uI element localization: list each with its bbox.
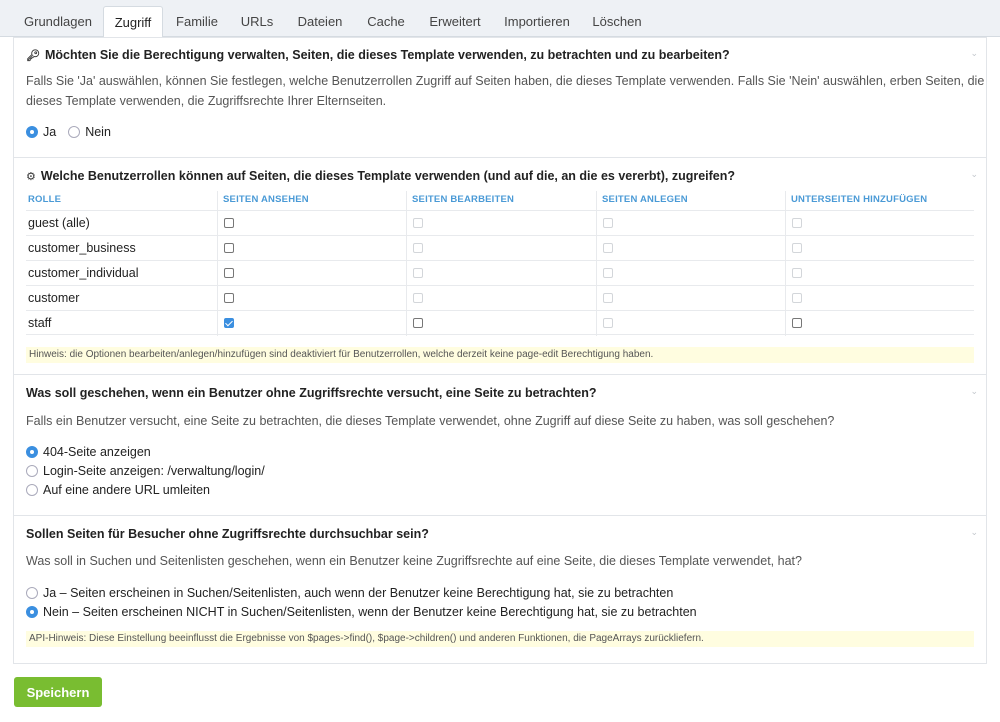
view-checkbox[interactable] <box>224 218 234 228</box>
role-access-hint: Hinweis: die Optionen bearbeiten/anlegen/hinzufügen sind deaktiviert für Benutzerrollen, welche derzeit keine page-edit Berechtigung haben. <box>26 347 974 363</box>
radio-searchable-yes[interactable] <box>26 587 38 599</box>
role-name: guest (alle) <box>28 216 90 230</box>
option-redirect-label[interactable]: Auf eine andere URL umleiten <box>43 483 210 497</box>
option-searchable-yes[interactable] <box>26 586 673 600</box>
manage-access-radio-group <box>26 125 111 139</box>
manage-access-title: Möchten Sie die Berechtigung verwalten, Seiten, die dieses Template verwenden, zu betrachten und zu bearbeiten? <box>44 48 730 62</box>
tab-dateien[interactable]: Dateien <box>297 14 343 29</box>
option-404-label[interactable]: 404-Seite anzeigen <box>43 445 151 459</box>
edit-checkbox <box>413 218 423 228</box>
radio-ja[interactable] <box>26 126 38 138</box>
no-access-behavior-section <box>14 376 986 516</box>
option-redirect[interactable] <box>26 483 210 497</box>
tab-erweitert[interactable]: Erweitert <box>429 14 481 29</box>
add-children-checkbox <box>792 293 802 303</box>
create-checkbox <box>603 318 613 328</box>
col-header-add: UNTERSEITEN HINZUFÜGEN <box>791 194 928 205</box>
searchable-title: Sollen Seiten für Besucher ohne Zugriffsrechte durchsuchbar sein? <box>26 527 429 541</box>
tab-importieren[interactable]: Importieren <box>504 14 570 29</box>
col-header-edit: SEITEN BEARBEITEN <box>412 194 515 205</box>
manage-access-desc-2: dieses Template verwenden, die Zugriffsrechte Ihrer Elternseiten. <box>26 94 387 108</box>
option-searchable-no-label[interactable]: Nein – Seiten erscheinen NICHT in Suchen/Seitenlisten, wenn der Benutzer keine Berechtigung hat, sie zu betrachten <box>43 605 697 619</box>
radio-nein-label[interactable]: Nein <box>85 125 111 139</box>
role-access-title: Welche Benutzerrollen können auf Seiten, die dieses Template verwenden (und auf die, an die es vererbt), zugreifen? <box>40 169 736 183</box>
role-name: customer <box>28 291 80 305</box>
role-access-section <box>14 159 986 375</box>
table-row <box>26 310 974 335</box>
table-row <box>26 210 974 235</box>
add-children-checkbox <box>792 268 802 278</box>
edit-checkbox <box>413 293 423 303</box>
manage-access-desc-1: Falls Sie 'Ja' auswählen, können Sie festlegen, welche Benutzerrollen Zugriff auf Seiten haben, die dieses Template verwenden. Falls Sie 'Nein' auswählen, erben Seiten, die <box>26 74 985 88</box>
radio-404[interactable] <box>26 446 38 458</box>
radio-nein[interactable] <box>68 126 80 138</box>
collapse-chevron-icon[interactable]: ⌄ <box>970 386 978 396</box>
create-checkbox <box>603 268 613 278</box>
searchable-api-hint: API-Hinweis: Diese Einstellung beeinflusst die Ergebnisse von $pages->find(), $page->children() und anderen Funktionen, die PageArrays zurückliefern. <box>26 631 974 647</box>
view-checkbox[interactable] <box>224 268 234 278</box>
create-checkbox <box>603 243 613 253</box>
searchable-desc: Was soll in Suchen und Seitenlisten geschehen, wenn ein Benutzer keine Zugriffsrechte auf eine Seite, die dieses Template verwendet, hat? <box>26 554 802 568</box>
radio-ja-label[interactable]: Ja <box>43 125 57 139</box>
view-checkbox[interactable] <box>224 318 234 328</box>
no-access-desc: Falls ein Benutzer versucht, eine Seite zu betrachten, die dieses Template verwendet, ohne Zugriff auf diese Seite zu haben, was soll geschehen? <box>26 414 835 428</box>
table-row <box>26 235 974 260</box>
option-login-label[interactable]: Login-Seite anzeigen: /verwaltung/login/ <box>43 464 265 478</box>
section-title <box>26 48 730 62</box>
add-children-checkbox <box>792 218 802 228</box>
tab-bar <box>0 0 1000 37</box>
tab-zugriff[interactable]: Zugriff <box>103 6 163 38</box>
edit-checkbox <box>413 268 423 278</box>
radio-redirect[interactable] <box>26 484 38 496</box>
collapse-chevron-icon[interactable]: ⌄ <box>970 169 978 179</box>
edit-checkbox <box>413 243 423 253</box>
option-searchable-yes-label[interactable]: Ja – Seiten erscheinen in Suchen/Seitenlisten, auch wenn der Benutzer keine Berechtigung hat, sie zu betrachten <box>43 586 674 600</box>
searchable-section <box>14 517 986 663</box>
collapse-chevron-icon[interactable]: ⌄ <box>970 527 978 537</box>
view-checkbox[interactable] <box>224 243 234 253</box>
access-panel <box>13 37 987 664</box>
radio-login[interactable] <box>26 465 38 477</box>
gears-icon: ⚙︎ <box>26 170 36 183</box>
tab-grundlagen[interactable]: Grundlagen <box>24 14 92 29</box>
add-children-checkbox <box>792 243 802 253</box>
create-checkbox <box>603 218 613 228</box>
tab-loeschen[interactable]: Löschen <box>592 14 642 29</box>
tab-familie[interactable]: Familie <box>176 14 218 29</box>
edit-checkbox[interactable] <box>413 318 423 328</box>
col-header-rolle: ROLLE <box>28 194 62 205</box>
table-row <box>26 260 974 285</box>
view-checkbox[interactable] <box>224 293 234 303</box>
table-row <box>26 285 974 310</box>
tab-cache[interactable]: Cache <box>367 14 405 29</box>
role-name: customer_individual <box>28 266 139 280</box>
role-name: customer_business <box>28 241 136 255</box>
option-searchable-no[interactable] <box>26 605 697 619</box>
collapse-chevron-icon[interactable]: ⌄ <box>970 48 978 58</box>
section-title <box>26 169 735 183</box>
key-icon: 🔑︎ <box>26 49 40 62</box>
tab-urls[interactable]: URLs <box>240 14 274 29</box>
add-children-checkbox[interactable] <box>792 318 802 328</box>
col-header-view: SEITEN ANSEHEN <box>223 194 309 205</box>
role-name: staff <box>28 316 52 330</box>
radio-searchable-no[interactable] <box>26 606 38 618</box>
save-button[interactable]: Speichern <box>14 677 102 707</box>
option-login[interactable] <box>26 464 265 478</box>
no-access-title: Was soll geschehen, wenn ein Benutzer ohne Zugriffsrechte versucht, eine Seite zu betrachten? <box>26 386 597 400</box>
manage-access-section <box>14 38 986 158</box>
create-checkbox <box>603 293 613 303</box>
col-header-create: SEITEN ANLEGEN <box>602 194 688 205</box>
option-404[interactable] <box>26 445 151 459</box>
